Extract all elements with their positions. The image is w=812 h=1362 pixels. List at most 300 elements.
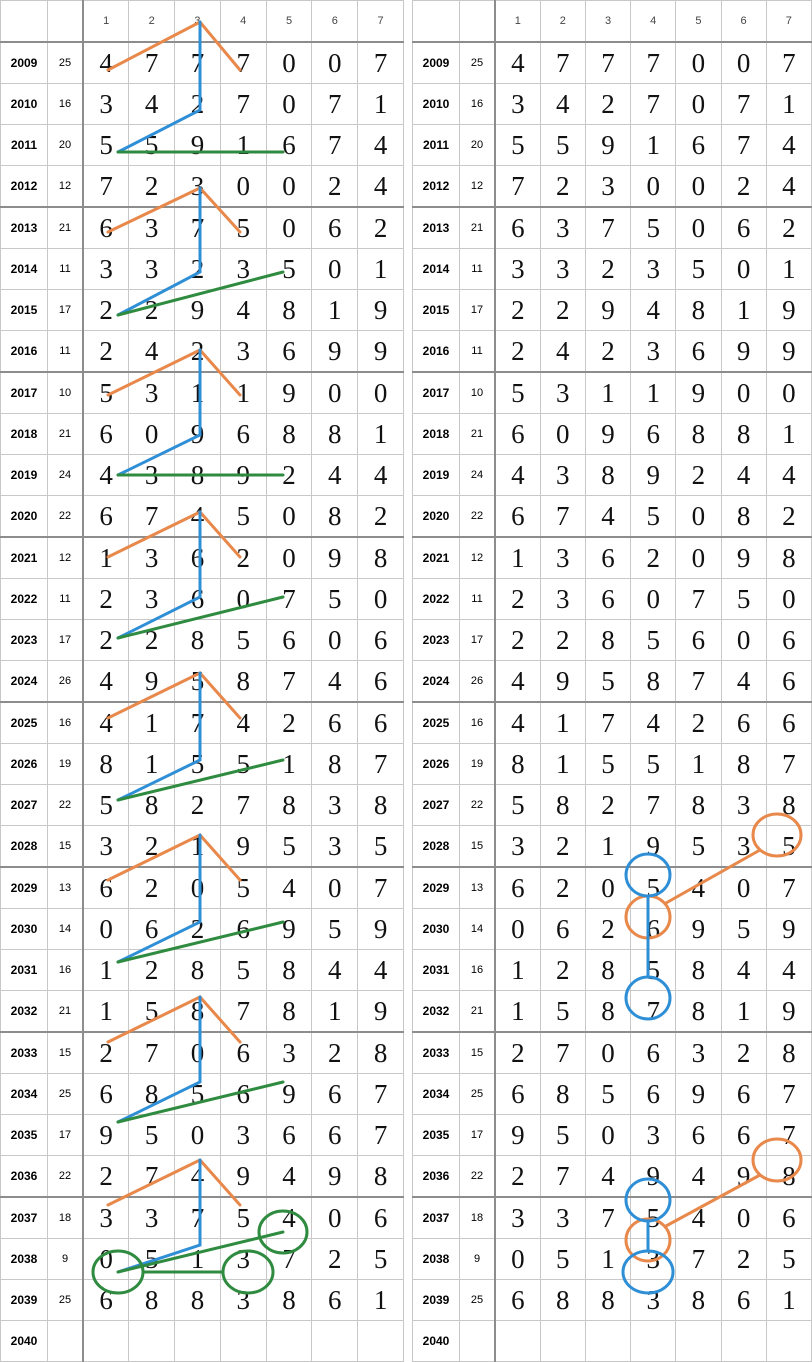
- digit-cell: 7: [358, 42, 404, 84]
- table-row: [1, 207, 404, 249]
- digit-cell: 3: [540, 1197, 585, 1239]
- digit-cell: 1: [358, 249, 404, 290]
- digit-cell: 1: [358, 414, 404, 455]
- table-row: [1, 1156, 404, 1198]
- digit-cell: 9: [631, 1156, 676, 1198]
- digit-cell: 8: [129, 1280, 175, 1321]
- digit-cell: 1: [83, 950, 129, 991]
- row-count: 15: [48, 1032, 84, 1074]
- header-blank: [460, 1, 496, 43]
- digit-cell: 1: [220, 125, 266, 166]
- digit-cell: 0: [266, 42, 312, 84]
- digit-cell: 4: [585, 496, 630, 538]
- row-year: 2017: [1, 372, 48, 414]
- digit-cell: 7: [175, 42, 221, 84]
- row-year: 2015: [413, 290, 460, 331]
- row-count: 22: [48, 785, 84, 826]
- digit-cell: 1: [676, 744, 721, 785]
- row-year: 2017: [413, 372, 460, 414]
- digit-cell: 7: [676, 661, 721, 703]
- digit-cell: 6: [721, 1115, 766, 1156]
- digit-cell: 7: [220, 84, 266, 125]
- row-year: 2033: [1, 1032, 48, 1074]
- digit-cell: 0: [220, 166, 266, 208]
- table-row: [413, 744, 812, 785]
- digit-cell: 5: [220, 207, 266, 249]
- digit-cell: 4: [266, 867, 312, 909]
- digit-cell: 4: [676, 867, 721, 909]
- row-count: 22: [460, 496, 496, 538]
- digit-cell: 4: [83, 455, 129, 496]
- digit-cell: 3: [83, 84, 129, 125]
- table-row: [413, 455, 812, 496]
- table-row: [1, 1074, 404, 1115]
- row-year: 2038: [1, 1239, 48, 1280]
- row-count: 24: [460, 455, 496, 496]
- row-year: 2015: [1, 290, 48, 331]
- digit-cell: 8: [540, 1074, 585, 1115]
- row-year: 2013: [1, 207, 48, 249]
- digit-cell: 0: [585, 867, 630, 909]
- digit-cell: 6: [585, 579, 630, 620]
- row-count: 22: [460, 1156, 496, 1198]
- digit-cell: 7: [175, 207, 221, 249]
- table-row: [1, 1032, 404, 1074]
- table-row: [1, 166, 404, 208]
- digit-cell: 8: [676, 950, 721, 991]
- digit-cell: 3: [676, 1032, 721, 1074]
- digit-cell: [540, 1321, 585, 1362]
- digit-cell: [312, 1321, 358, 1362]
- digit-cell: 7: [83, 166, 129, 208]
- row-year: 2014: [1, 249, 48, 290]
- digit-cell: 1: [495, 537, 540, 579]
- table-row: [1, 455, 404, 496]
- digit-cell: 2: [358, 496, 404, 538]
- digit-cell: 6: [358, 702, 404, 744]
- row-year: 2018: [413, 414, 460, 455]
- header-col-3: 3: [175, 1, 221, 43]
- digit-cell: 2: [312, 1032, 358, 1074]
- digit-cell: [175, 1321, 221, 1362]
- digit-cell: 0: [312, 372, 358, 414]
- row-year: 2032: [1, 991, 48, 1033]
- table-row: [413, 290, 812, 331]
- row-count: [460, 1321, 496, 1362]
- digit-cell: 5: [220, 744, 266, 785]
- row-year: 2027: [1, 785, 48, 826]
- digit-cell: 6: [676, 1115, 721, 1156]
- row-count: 26: [460, 661, 496, 703]
- digit-cell: 5: [585, 661, 630, 703]
- digit-cell: 8: [358, 1032, 404, 1074]
- digit-cell: 9: [358, 991, 404, 1033]
- digit-cell: 9: [175, 125, 221, 166]
- digit-cell: 4: [358, 125, 404, 166]
- header-col-4: 4: [631, 1, 676, 43]
- row-count: 13: [460, 867, 496, 909]
- digit-cell: 8: [585, 620, 630, 661]
- digit-cell: 1: [540, 744, 585, 785]
- row-year: 2025: [413, 702, 460, 744]
- digit-cell: 3: [540, 372, 585, 414]
- table-row: [413, 331, 812, 373]
- digit-cell: 5: [358, 1239, 404, 1280]
- digit-cell: 1: [129, 702, 175, 744]
- digit-cell: 5: [220, 620, 266, 661]
- row-count: 17: [460, 620, 496, 661]
- digit-cell: 5: [266, 249, 312, 290]
- digit-cell: 5: [631, 620, 676, 661]
- digit-cell: 6: [721, 207, 766, 249]
- row-year: 2009: [413, 42, 460, 84]
- row-year: 2010: [413, 84, 460, 125]
- digit-cell: 5: [129, 991, 175, 1033]
- digit-cell: 1: [220, 372, 266, 414]
- row-count: 17: [48, 1115, 84, 1156]
- digit-cell: 9: [358, 331, 404, 373]
- row-count: 25: [48, 1074, 84, 1115]
- digit-cell: 7: [358, 744, 404, 785]
- header-col-2: 2: [129, 1, 175, 43]
- digit-cell: 3: [129, 249, 175, 290]
- digit-cell: 6: [266, 331, 312, 373]
- digit-cell: 2: [266, 455, 312, 496]
- digit-cell: 0: [129, 414, 175, 455]
- digit-cell: 9: [220, 455, 266, 496]
- digit-cell: 6: [312, 207, 358, 249]
- table-row: [1, 1280, 404, 1321]
- digit-cell: 7: [312, 84, 358, 125]
- digit-cell: 8: [585, 950, 630, 991]
- digit-cell: 2: [83, 1156, 129, 1198]
- row-year: 2028: [1, 826, 48, 868]
- row-count: 15: [48, 826, 84, 868]
- digit-cell: 5: [220, 867, 266, 909]
- digit-cell: 0: [631, 579, 676, 620]
- header-col-1: 1: [495, 1, 540, 43]
- digit-cell: 8: [266, 1280, 312, 1321]
- digit-cell: 6: [766, 661, 811, 703]
- header-col-5: 5: [266, 1, 312, 43]
- digit-cell: 9: [585, 125, 630, 166]
- digit-cell: 1: [766, 414, 811, 455]
- digit-cell: 1: [585, 372, 630, 414]
- digit-cell: 7: [220, 785, 266, 826]
- digit-cell: 0: [266, 166, 312, 208]
- row-year: 2033: [413, 1032, 460, 1074]
- digit-cell: 8: [721, 496, 766, 538]
- digit-cell: 1: [358, 84, 404, 125]
- digit-cell: 8: [766, 1032, 811, 1074]
- digit-cell: 7: [175, 1197, 221, 1239]
- table-row: [1, 826, 404, 868]
- table-row: [1, 84, 404, 125]
- row-year: 2038: [413, 1239, 460, 1280]
- header-col-7: 7: [766, 1, 811, 43]
- digit-cell: 8: [495, 744, 540, 785]
- digit-cell: 8: [266, 290, 312, 331]
- digit-cell: 2: [585, 909, 630, 950]
- right-digit-table: [412, 0, 812, 1362]
- digit-cell: 3: [83, 249, 129, 290]
- row-year: 2010: [1, 84, 48, 125]
- digit-cell: 2: [129, 826, 175, 868]
- digit-cell: 2: [312, 166, 358, 208]
- digit-cell: 9: [721, 331, 766, 373]
- digit-cell: 7: [631, 84, 676, 125]
- digit-cell: 4: [175, 496, 221, 538]
- row-year: 2039: [1, 1280, 48, 1321]
- digit-cell: 5: [676, 826, 721, 868]
- digit-cell: 8: [721, 414, 766, 455]
- digit-cell: 7: [585, 1197, 630, 1239]
- digit-cell: 8: [220, 661, 266, 703]
- row-year: 2019: [413, 455, 460, 496]
- digit-cell: 8: [358, 1156, 404, 1198]
- digit-cell: 0: [312, 620, 358, 661]
- digit-cell: 0: [266, 496, 312, 538]
- digit-cell: 3: [540, 455, 585, 496]
- row-year: 2026: [1, 744, 48, 785]
- table-row: [1, 744, 404, 785]
- digit-cell: 0: [676, 207, 721, 249]
- left-panel: [0, 0, 404, 1348]
- digit-cell: 7: [585, 207, 630, 249]
- digit-cell: 1: [129, 744, 175, 785]
- digit-cell: 9: [631, 826, 676, 868]
- row-count: 22: [48, 1156, 84, 1198]
- digit-cell: 2: [495, 579, 540, 620]
- table-row: [413, 826, 812, 868]
- digit-cell: 8: [676, 414, 721, 455]
- digit-cell: 8: [631, 661, 676, 703]
- digit-cell: 6: [220, 909, 266, 950]
- digit-cell: 9: [175, 414, 221, 455]
- table-row: [413, 620, 812, 661]
- row-year: 2016: [1, 331, 48, 373]
- row-year: 2029: [413, 867, 460, 909]
- digit-cell: 4: [631, 702, 676, 744]
- digit-cell: 4: [721, 950, 766, 991]
- digit-cell: 6: [312, 1280, 358, 1321]
- digit-cell: 6: [312, 702, 358, 744]
- row-year: 2022: [1, 579, 48, 620]
- digit-cell: 6: [766, 620, 811, 661]
- row-year: 2036: [413, 1156, 460, 1198]
- row-year: 2029: [1, 867, 48, 909]
- row-year: 2030: [1, 909, 48, 950]
- digit-cell: 0: [358, 579, 404, 620]
- digit-cell: 0: [83, 909, 129, 950]
- digit-cell: 4: [83, 42, 129, 84]
- digit-cell: 7: [540, 1032, 585, 1074]
- row-count: 17: [48, 620, 84, 661]
- digit-cell: 6: [358, 661, 404, 703]
- digit-cell: 3: [495, 1197, 540, 1239]
- digit-cell: 2: [540, 290, 585, 331]
- digit-cell: 7: [631, 785, 676, 826]
- digit-cell: 1: [540, 702, 585, 744]
- row-count: 12: [48, 537, 84, 579]
- header-col-6: 6: [721, 1, 766, 43]
- row-count: 11: [460, 331, 496, 373]
- digit-cell: 9: [676, 909, 721, 950]
- digit-cell: 5: [585, 1074, 630, 1115]
- digit-cell: 6: [83, 1280, 129, 1321]
- digit-cell: 8: [585, 455, 630, 496]
- digit-cell: 0: [266, 207, 312, 249]
- digit-cell: 9: [540, 661, 585, 703]
- digit-cell: 5: [495, 125, 540, 166]
- digit-cell: 0: [175, 1115, 221, 1156]
- table-row: [413, 1032, 812, 1074]
- digit-cell: 7: [766, 1115, 811, 1156]
- digit-cell: 2: [83, 620, 129, 661]
- digit-cell: 5: [495, 785, 540, 826]
- left-digit-table: [0, 0, 404, 1362]
- table-row: [1, 991, 404, 1033]
- digit-cell: 5: [540, 1239, 585, 1280]
- digit-cell: 7: [495, 166, 540, 208]
- digit-cell: 6: [266, 1115, 312, 1156]
- digit-cell: 9: [721, 537, 766, 579]
- row-year: 2030: [413, 909, 460, 950]
- digit-cell: 7: [766, 42, 811, 84]
- digit-cell: 9: [312, 537, 358, 579]
- digit-cell: 9: [585, 290, 630, 331]
- digit-cell: 8: [312, 414, 358, 455]
- row-year: 2023: [413, 620, 460, 661]
- row-count: 11: [48, 249, 84, 290]
- digit-cell: 2: [540, 950, 585, 991]
- row-count: 19: [460, 744, 496, 785]
- row-count: 15: [460, 826, 496, 868]
- digit-cell: 2: [220, 537, 266, 579]
- digit-cell: 7: [266, 661, 312, 703]
- digit-cell: 3: [631, 1280, 676, 1321]
- digit-cell: 6: [312, 1074, 358, 1115]
- digit-cell: 4: [540, 331, 585, 373]
- digit-cell: 7: [129, 1156, 175, 1198]
- digit-cell: 0: [220, 579, 266, 620]
- digit-cell: 1: [766, 1280, 811, 1321]
- digit-cell: 7: [129, 42, 175, 84]
- digit-cell: 6: [220, 414, 266, 455]
- digit-cell: 2: [495, 1156, 540, 1198]
- digit-cell: 3: [631, 1239, 676, 1280]
- header-blank: [413, 1, 460, 43]
- row-year: 2040: [1, 1321, 48, 1362]
- digit-cell: 6: [129, 909, 175, 950]
- table-row: [1, 496, 404, 538]
- digit-cell: 9: [312, 1156, 358, 1198]
- table-row: [413, 42, 812, 84]
- table-row: [413, 1156, 812, 1198]
- digit-cell: 2: [129, 166, 175, 208]
- digit-cell: 7: [312, 125, 358, 166]
- row-count: 25: [460, 1280, 496, 1321]
- digit-cell: 4: [83, 661, 129, 703]
- digit-cell: 5: [766, 826, 811, 868]
- digit-cell: 9: [129, 661, 175, 703]
- digit-cell: 2: [540, 867, 585, 909]
- digit-cell: 7: [585, 42, 630, 84]
- row-count: 19: [48, 744, 84, 785]
- digit-cell: 1: [495, 991, 540, 1033]
- digit-cell: 1: [358, 1280, 404, 1321]
- digit-cell: 2: [631, 537, 676, 579]
- table-row: [413, 579, 812, 620]
- row-year: 2040: [413, 1321, 460, 1362]
- row-year: 2020: [1, 496, 48, 538]
- row-count: 15: [460, 1032, 496, 1074]
- digit-cell: 0: [631, 166, 676, 208]
- digit-cell: 5: [631, 950, 676, 991]
- table-row: [1, 785, 404, 826]
- digit-cell: 1: [721, 290, 766, 331]
- row-year: 2024: [1, 661, 48, 703]
- digit-cell: 8: [721, 744, 766, 785]
- digit-cell: 6: [676, 331, 721, 373]
- digit-cell: 9: [585, 414, 630, 455]
- digit-cell: [585, 1321, 630, 1362]
- digit-cell: 0: [266, 537, 312, 579]
- digit-cell: 0: [721, 372, 766, 414]
- digit-cell: 5: [266, 826, 312, 868]
- digit-cell: 2: [676, 702, 721, 744]
- row-year: 2021: [413, 537, 460, 579]
- header-col-7: 7: [358, 1, 404, 43]
- digit-cell: 7: [129, 496, 175, 538]
- digit-cell: 2: [721, 1032, 766, 1074]
- digit-cell: 5: [220, 496, 266, 538]
- digit-cell: 1: [312, 290, 358, 331]
- digit-cell: 5: [129, 1239, 175, 1280]
- digit-cell: 4: [766, 166, 811, 208]
- digit-cell: 8: [266, 991, 312, 1033]
- header-col-6: 6: [312, 1, 358, 43]
- digit-cell: 4: [220, 702, 266, 744]
- digit-cell: 0: [175, 867, 221, 909]
- digit-cell: 4: [585, 1156, 630, 1198]
- digit-cell: [83, 1321, 129, 1362]
- digit-cell: 9: [266, 1074, 312, 1115]
- digit-cell: [631, 1321, 676, 1362]
- table-row: [1, 537, 404, 579]
- digit-cell: 7: [540, 496, 585, 538]
- row-count: 21: [48, 414, 84, 455]
- digit-cell: 6: [83, 496, 129, 538]
- digit-cell: 3: [266, 1032, 312, 1074]
- right-table-body: [413, 1, 812, 1362]
- digit-cell: 9: [358, 290, 404, 331]
- digit-cell: 3: [495, 249, 540, 290]
- digit-cell: 9: [495, 1115, 540, 1156]
- table-row: [1, 702, 404, 744]
- digit-cell: 3: [83, 1197, 129, 1239]
- digit-cell: 2: [175, 249, 221, 290]
- table-row: [1, 249, 404, 290]
- digit-cell: 4: [766, 125, 811, 166]
- digit-cell: 0: [83, 1239, 129, 1280]
- row-count: 25: [460, 42, 496, 84]
- row-count: 17: [460, 290, 496, 331]
- row-year: 2026: [413, 744, 460, 785]
- table-row: [413, 166, 812, 208]
- digit-cell: 5: [721, 579, 766, 620]
- row-year: 2031: [413, 950, 460, 991]
